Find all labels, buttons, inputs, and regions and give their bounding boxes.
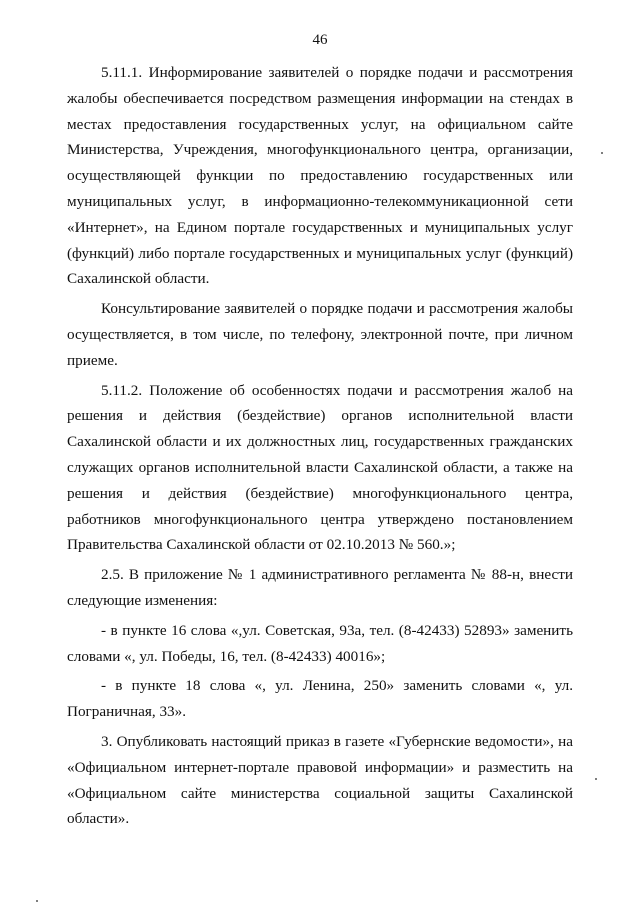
paragraph-3: 3. Опубликовать настоящий приказ в газете «Губернские ведомости», на «Официальном интернет-портале правовой информации» и разместить на «Официальном сайте министерства социальной защиты Сахалинской области». (67, 732, 573, 828)
paragraph-item-18: - в пункте 18 слова «, ул. Ленина, 250» заменить словами «, ул. Пограничная, 33». (67, 677, 573, 721)
paragraph-5-11-2: 5.11.2. Положение об особенностях подачи и рассмотрения жалоб на решения и действия (бездействие) органов исполнительной власти Сахалинской области и их должностных лиц, государственных гражданских служащих органов исполнительной власти Сахалинской области, а также на решения и действия (бездействие) многофункционального центра, работников многофункционального центра утверждено постановлением Правительства Сахалинской области от 02.10.2013 № 560.»; (67, 381, 573, 554)
scan-speck (595, 778, 597, 780)
paragraph-5-11-1: 5.11.1. Информирование заявителей о порядке подачи и рассмотрения жалобы обеспечивается посредством размещения информации на стендах в местах предоставления государственных услуг, на официальном сайте Министерства, Учреждения, многофункционального центра, организации, осуществляющей функции по предоставлению государственных или муниципальных услуг, в информационно-телекоммуникационной сети «Интернет», на Едином портале государственных и муниципальных услуг (функций) либо портале государственных и муниципальных услуг (функций) Сахалинской области. (67, 64, 573, 288)
paragraph-consulting: Консультирование заявителей о порядке подачи и рассмотрения жалобы осуществляется, в том числе, по телефону, электронной почте, при личном приеме. (67, 300, 573, 369)
scan-speck (601, 152, 603, 154)
scan-speck (36, 900, 38, 902)
document-body (67, 60, 573, 832)
paragraph-item-16: - в пункте 16 слова «,ул. Советская, 93а, тел. (8-42433) 52893» заменить словами «, ул. Победы, 16, тел. (8-42433) 40016»; (67, 621, 573, 665)
paragraph-2-5: 2.5. В приложение № 1 административного регламента № 88-н, внести следующие изменения: (67, 566, 573, 609)
page-number: 46 (312, 32, 328, 48)
